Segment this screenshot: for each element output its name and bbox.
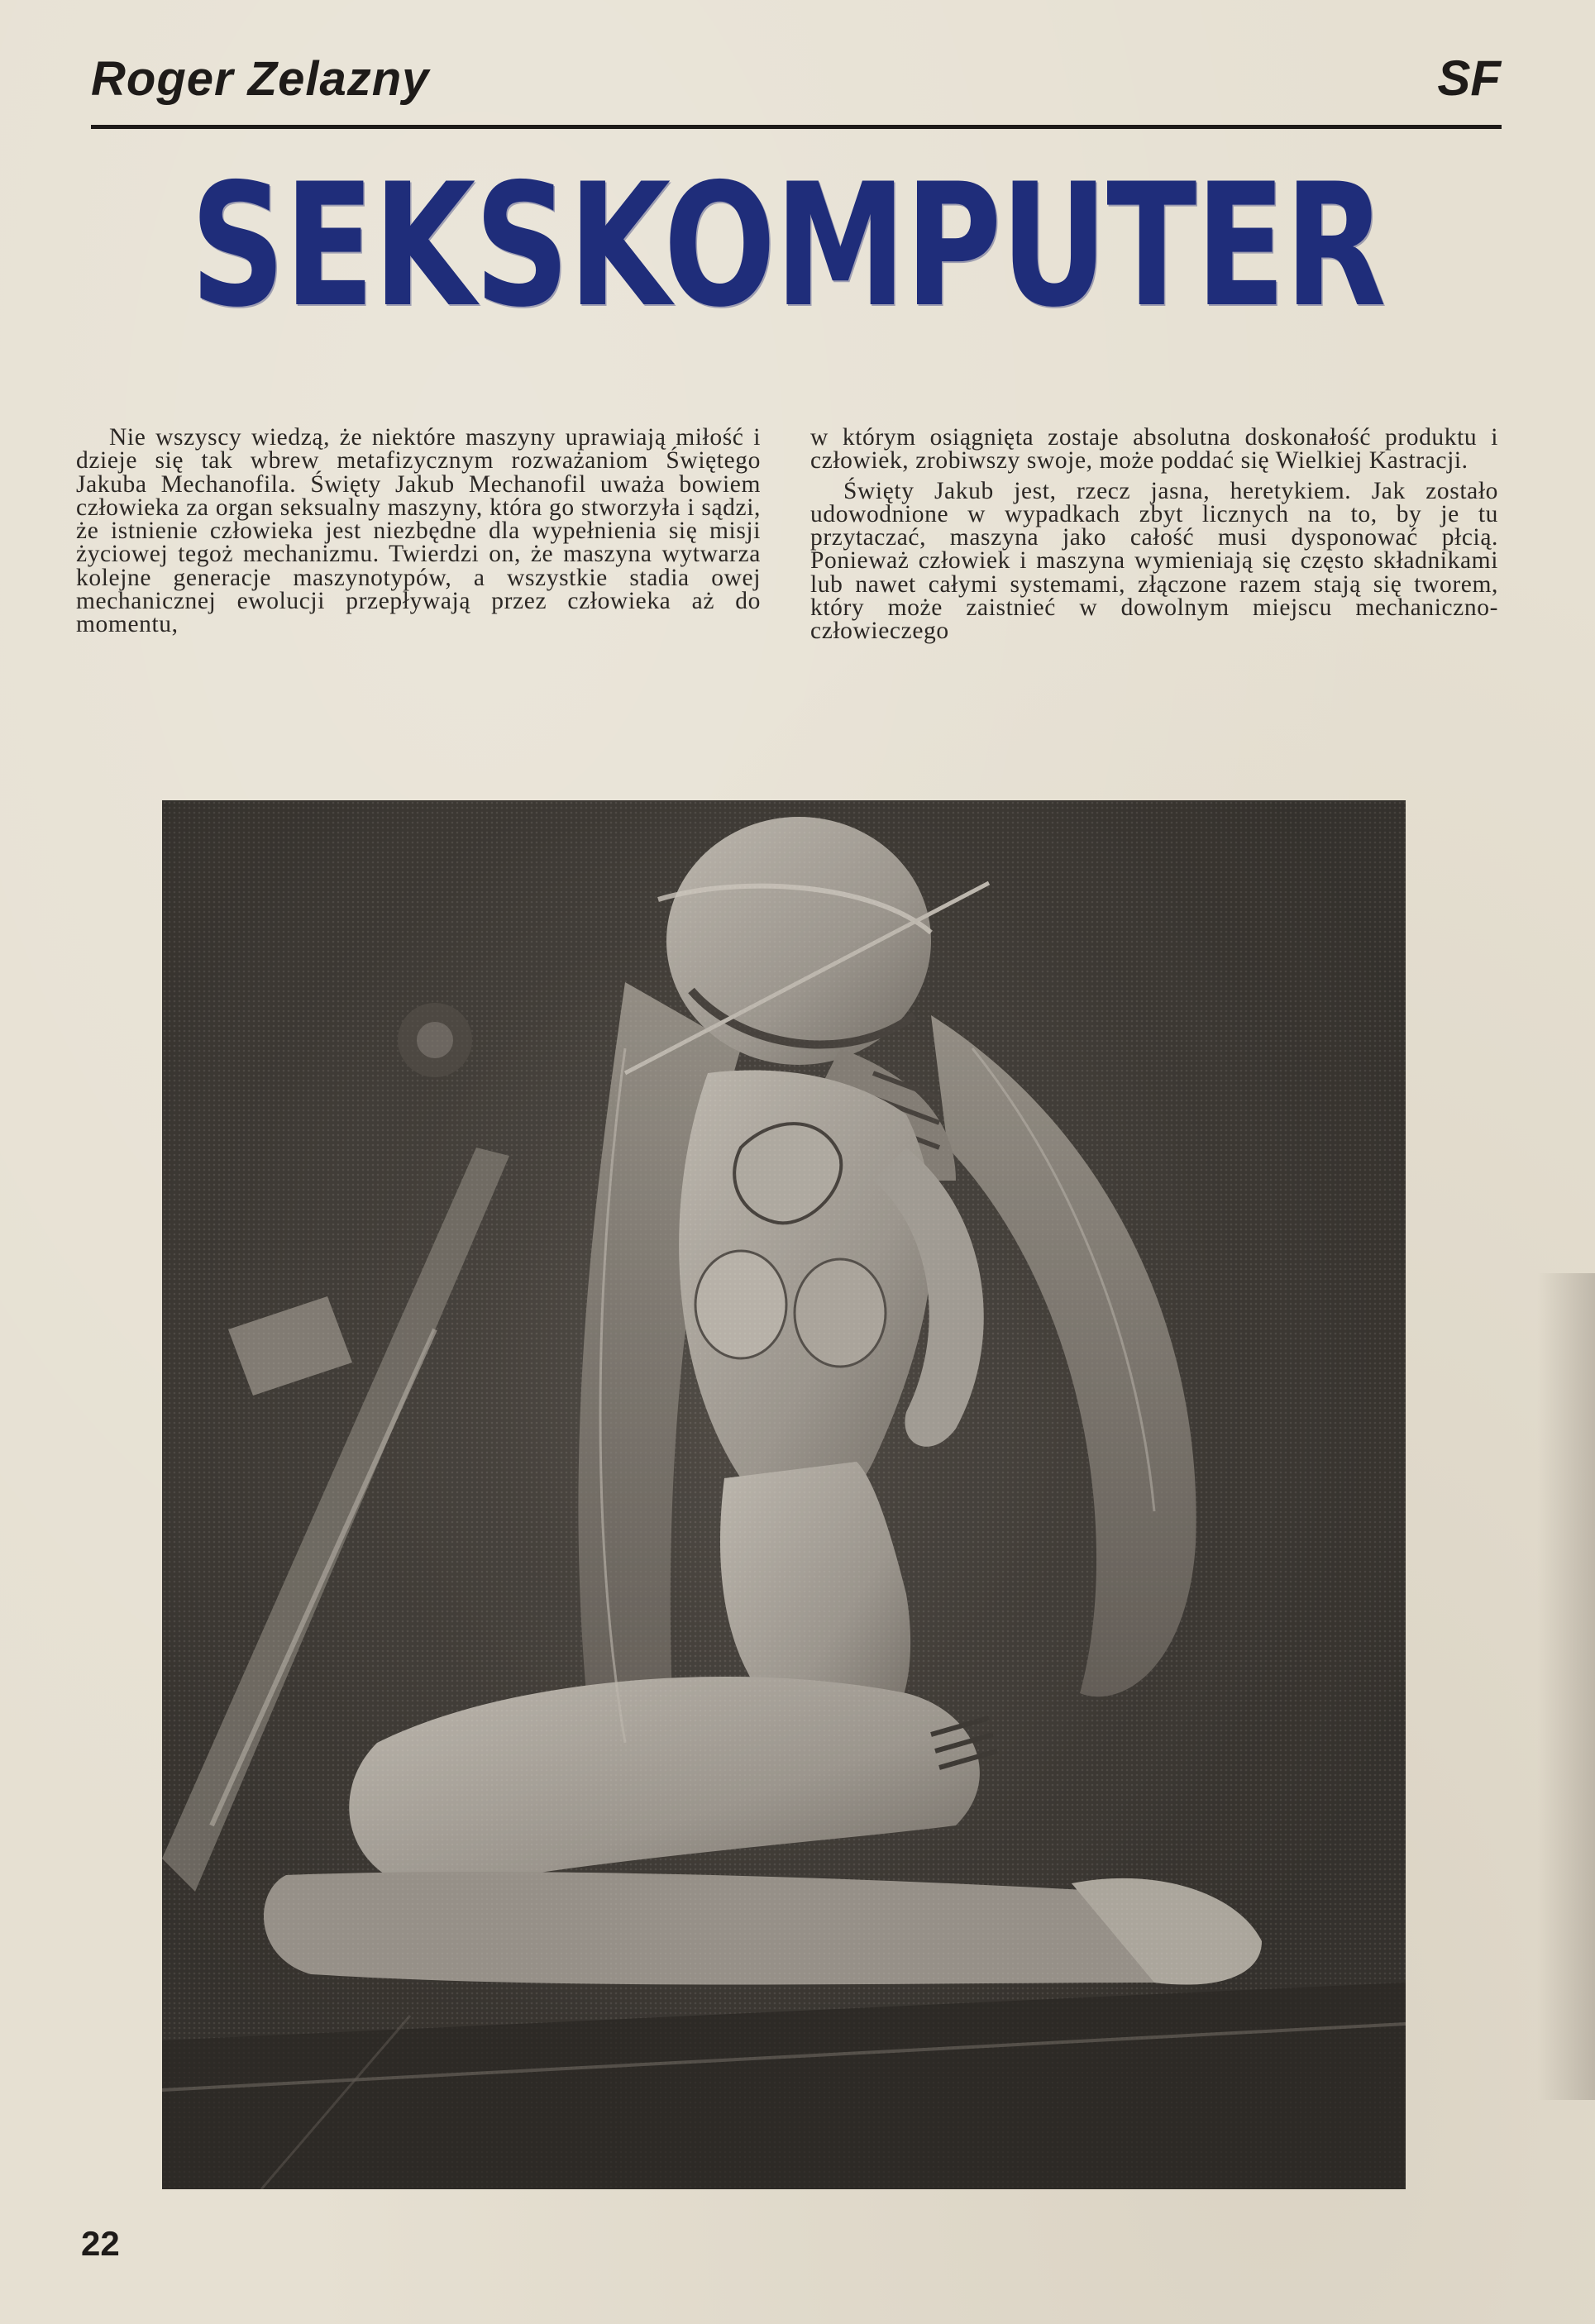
paragraph: Nie wszyscy wiedzą, że niektóre maszyny uprawiają miłość i dzieje się tak wbrew metafizycznym rozważaniom Świętego Jakuba Mechanofila. Święty Jakub Mechanofil uważa bowiem człowieka za organ seksualny maszyny, która go stworzyła i sądzi, że istnienie człowieka jest niezbędne dla wypełnienia się misji życiowej tegoż mechanizmu. Twierdzi on, że maszyna wytwarza kolejne generacje maszynotypów, a wszystkie stadia owej mechanicznej ewolucji przepływają przez człowieka aż do momentu, — [76, 424, 761, 638]
paragraph: w którym osiągnięta zostaje absolutna doskonałość produktu i człowiek, zrobiwszy swoje, może poddać się Wielkiej Kastracji. — [810, 424, 1498, 475]
section-label: SF — [1437, 50, 1501, 106]
illustration — [162, 800, 1406, 2189]
page-edge-shadow — [1537, 1273, 1595, 2100]
page-number: 22 — [81, 2224, 120, 2263]
paragraph: Święty Jakub jest, rzecz jasna, heretykiem. Jak zostało udowodnione w wypadkach zbyt licznych na to, by je tu przytaczać, maszyna jako całość musi dysponować płcią. Ponieważ człowiek i maszyna wymieniają się często składnikami lub nawet całymi systemami, złączone razem stają się tworem, który może zaistnieć w dowolnym miejscu mechaniczno-człowieczego — [810, 477, 1498, 645]
text-column-left — [76, 426, 761, 637]
author-name: Roger Zelazny — [91, 52, 430, 106]
kneeling-figure-icon — [162, 800, 1406, 2189]
text-column-right — [810, 426, 1498, 643]
header-divider — [91, 125, 1502, 129]
article-title: SEKSKOMPUTER — [190, 148, 1385, 345]
